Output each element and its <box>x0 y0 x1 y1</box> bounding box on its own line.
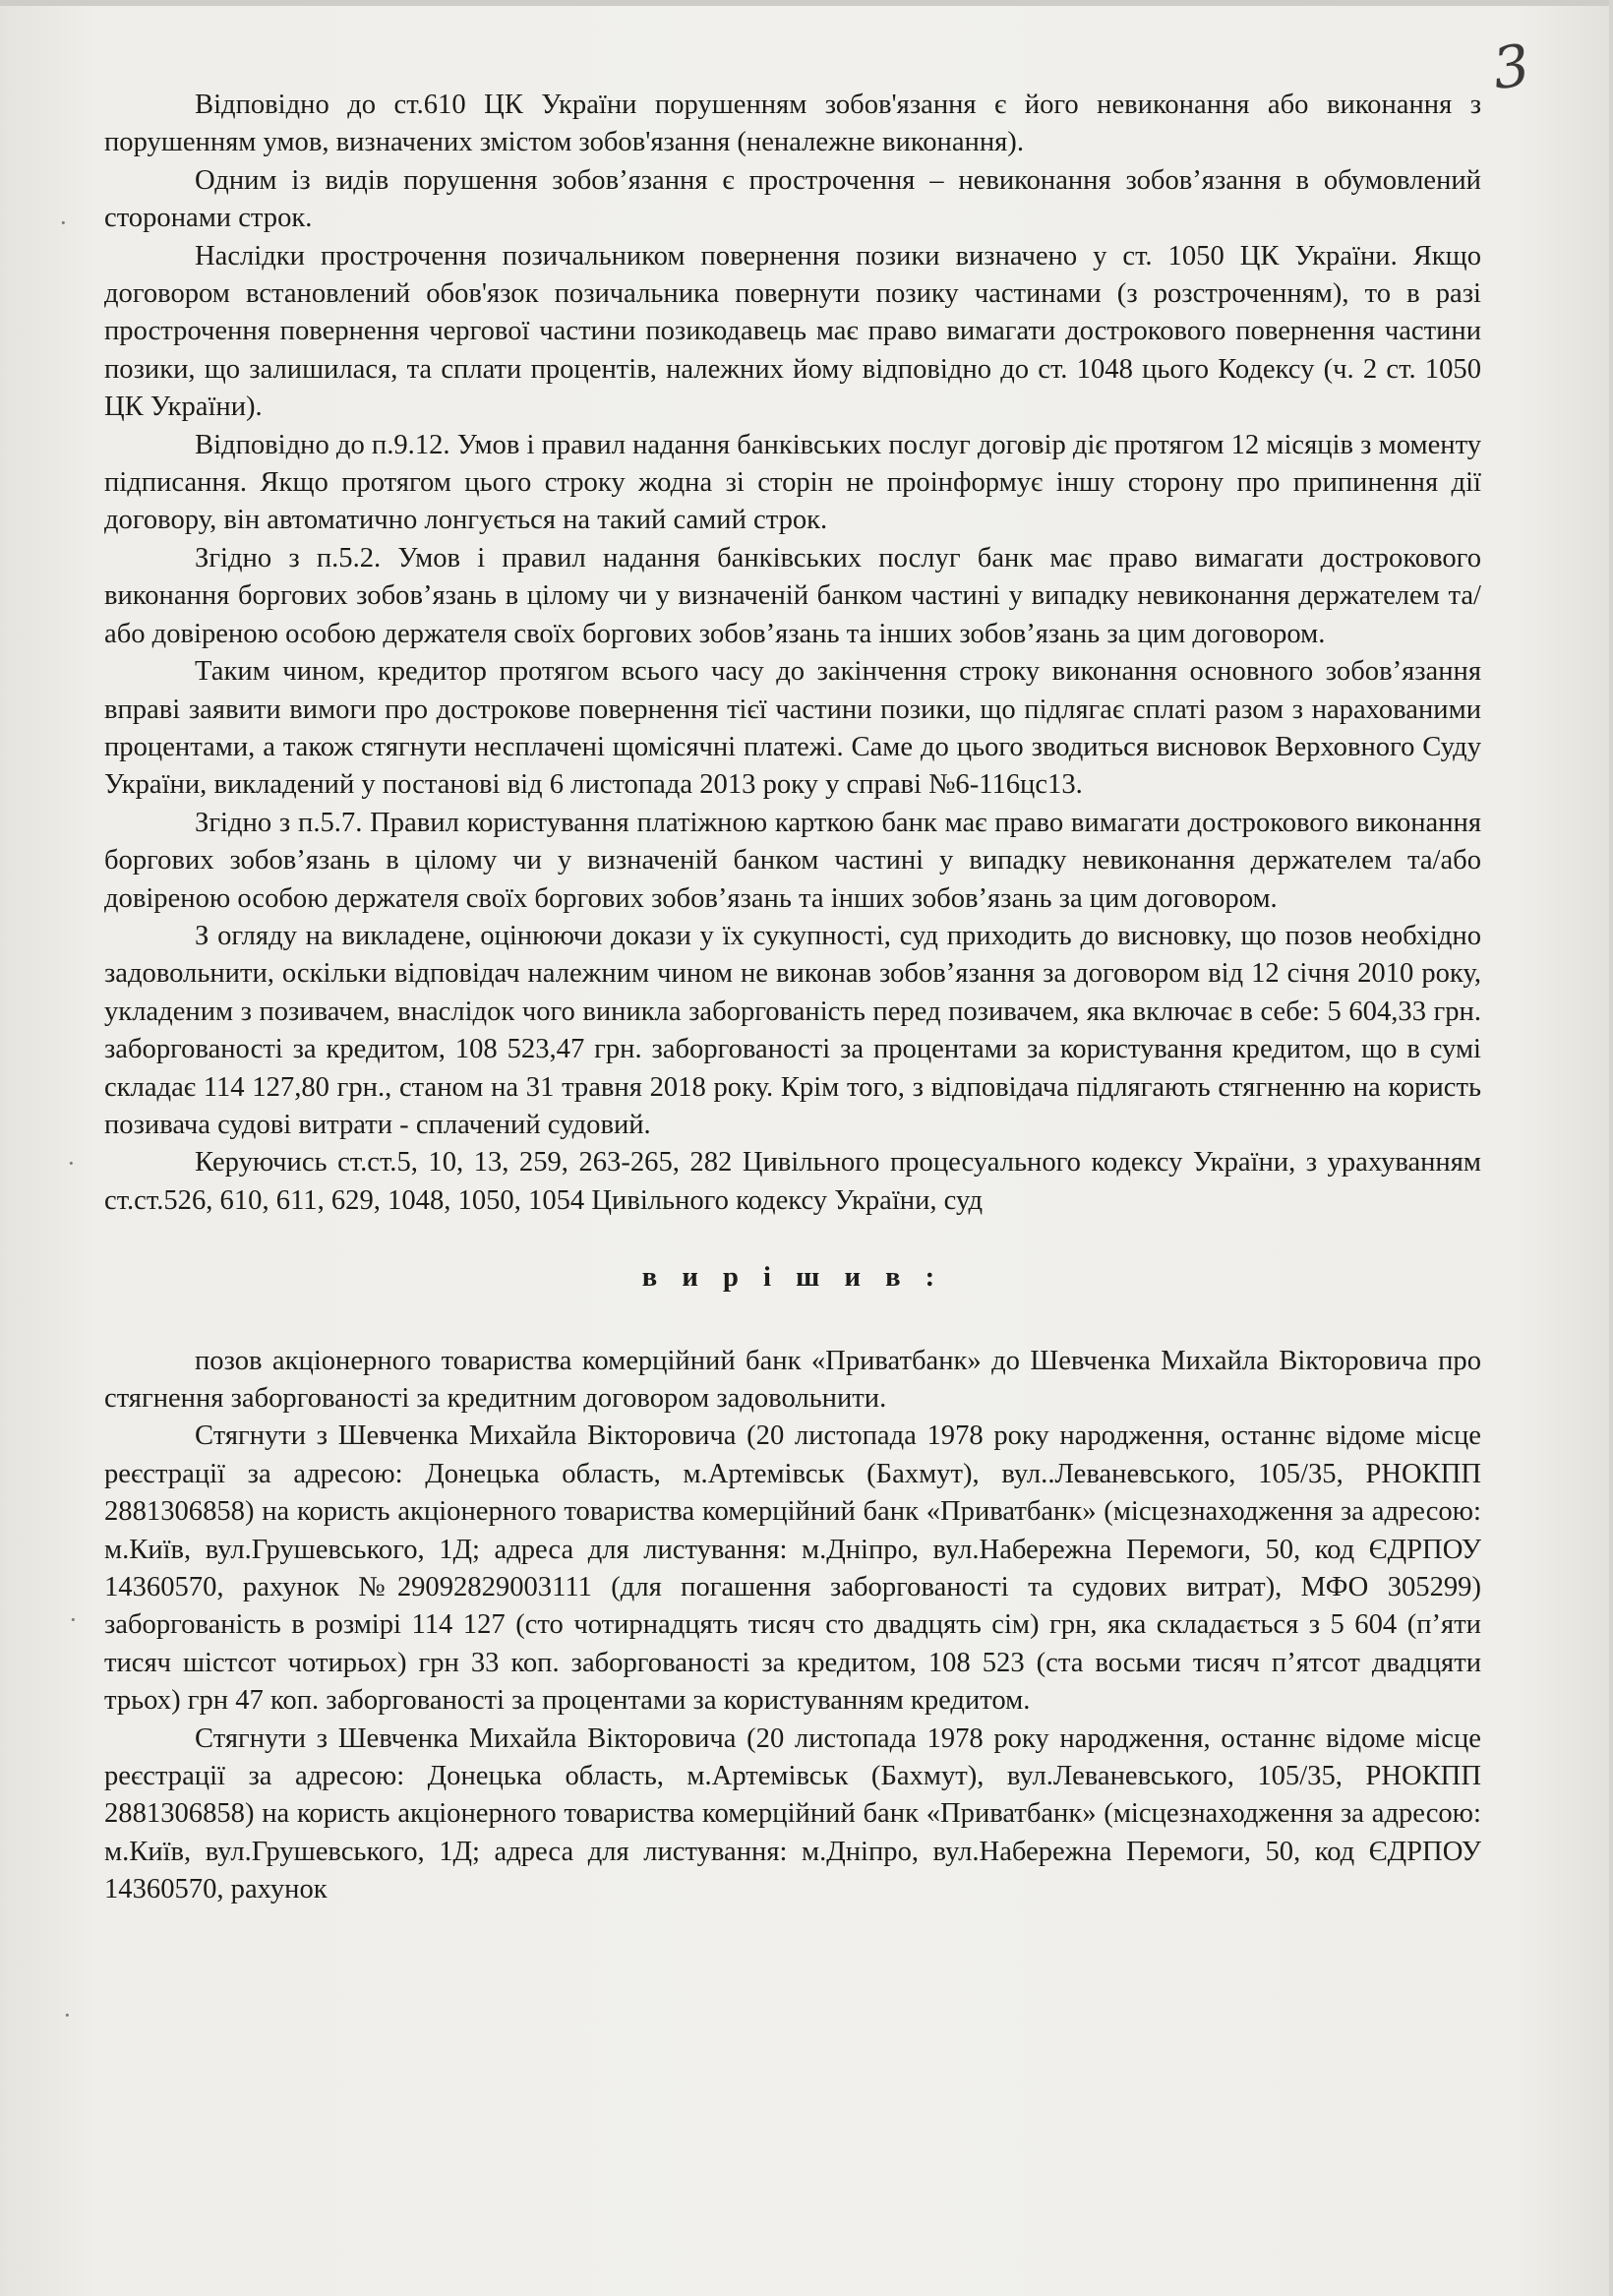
paragraph-art-610: Відповідно до ст.610 ЦК України порушенням зобов'язання є його невиконання або виконання з порушенням умов, визначених змістом зобов'язання (неналежне виконання). <box>104 90 1481 158</box>
paragraph-clause-5-2: Згідно з п.5.2. Умов і правил надання банківських послуг банк має право вимагати дострокового виконання боргових зобов’язань в цілому чи у визначеній банком частині у випадку невиконання держателем та/або довіреною особою держателя своїх боргових зобов’язань та інших зобов’язань за цим договором. <box>104 542 1481 649</box>
paragraph-clause-9-12: Відповідно до п.9.12. Умов і правил надання банківських послуг договір діє протягом 12 місяців з моменту підписання. Якщо протягом цього строку жодна зі сторін не проінформує іншу сторону про припинення дії договору, він автоматично лонгується на такий самий строк. <box>104 429 1481 536</box>
scan-speck: · <box>69 1605 78 1634</box>
scan-speck: · <box>67 1149 76 1178</box>
scan-speck: · <box>63 2001 72 2029</box>
page-top-edge <box>0 0 1613 6</box>
scan-speck: · <box>59 209 68 237</box>
page-right-edge <box>1609 0 1613 2296</box>
handwritten-page-number: 3 <box>1488 30 1534 103</box>
paragraph-conclusion: З огляду на викладене, оцінюючи докази у їх сукупності, суд приходить до висновку, що позов необхідно задовольнити, оскільки відповідач належним чином не виконав зобов’язання за договором від 12 січня 2010 року, укладеним з позивачем, внаслідок чого виникла заборгованість перед позивачем, яка включає в себе: 5 604,33 грн. заборгованості за кредитом, 108 523,47 грн. заборгованості за процентами за користування кредитом, що в сумі складає 114 127,80 грн., станом на 31 травня 2018 року. Крім того, з відповідача підлягають стягненню на користь позивача судові витрати - сплачений судовий. <box>104 920 1481 1140</box>
decision-heading: в и р і ш и в : <box>641 1262 944 1294</box>
document-body <box>104 87 1481 1909</box>
paragraph-delay-definition: Одним із видів порушення зобов’язання є прострочення – невиконання зобов’язання в обумовлений сторонами строк. <box>104 164 1481 234</box>
decision-paragraph-debt: Стягнути з Шевченка Михайла Вікторовича (20 листопада 1978 року народження, останнє відоме місце реєстрації за адресою: Донецька область, м.Артемівськ (Бахмут), вул..Леваневського, 105/35, РНОКПП 2881306858) на користь акціонерного товариства комерційний банк «Приватбанк» (місцезнаходження за адресою: м.Київ, вул.Грушевського, 1Д; адреса для листування: м.Дніпро, вул.Набережна Перемоги, 50, код ЄДРПОУ 14360570, рахунок №29092829003111 (для погашення заборгованості та судових витрат), МФО 305299) заборгованість в розмірі 114 127 (сто чотирнадцять тисяч сто двадцять сім) грн, яка складається з 5 604 (п’яти тисяч шістсот чотирьох) грн 33 коп. заборгованості за кредитом, 108 523 (ста восьми тисяч п’ятсот двадцяти трьох) грн 47 коп. заборгованості за процентами за користуванням кредитом. <box>104 1420 1481 1717</box>
decision-paragraph-costs: Стягнути з Шевченка Михайла Вікторовича (20 листопада 1978 року народження, останнє відоме місце реєстрації за адресою: Донецька область, м.Артемівськ (Бахмут), вул.Леваневського, 105/35, РНОКПП 2881306858) на користь акціонерного товариства комерційний банк «Приватбанк» (місцезнаходження за адресою: м.Київ, вул.Грушевського, 1Д; адреса для листування: м.Дніпро, вул.Набережна Перемоги, 50, код ЄДРПОУ 14360570, рахунок <box>104 1722 1481 1905</box>
decision-paragraph-claim: позов акціонерного товариства комерційний банк «Приватбанк» до Шевченка Михайла Вікторовича про стягнення заборгованості за кредитним договором задовольнити. <box>104 1345 1481 1414</box>
paragraph-clause-5-7: Згідно з п.5.7. Правил користування платіжною карткою банк має право вимагати дострокового виконання боргових зобов’язань в цілому чи у визначеній банком частині у випадку невиконання держателем та/або довіреною особою держателя своїх боргових зобов’язань та інших зобов’язань за цим договором. <box>104 807 1481 914</box>
paragraph-legal-basis: Керуючись ст.ст.5, 10, 13, 259, 263-265, 282 Цивільного процесуального кодексу України, з урахуванням ст.ст.526, 610, 611, 629, 1048, 1050, 1054 Цивільного кодексу України, суд <box>104 1147 1481 1216</box>
paragraph-art-1050: Наслідки прострочення позичальником повернення позики визначено у ст. 1050 ЦК України. Якщо договором встановлений обов'язок позичальника повернути позику частинами (з розстроченням), то в разі прострочення повернення чергової частини позикодавець має право вимагати дострокового повернення частини позики, що залишилася, та сплати процентів, належних йому відповідно до ст. 1048 цього Кодексу (ч. 2 ст. 1050 ЦК України). <box>104 240 1481 423</box>
paragraph-supreme-court: Таким чином, кредитор протягом всього часу до закінчення строку виконання основного зобов’язання вправі заявити вимоги про дострокове повернення тієї частини позики, що підлягає сплаті разом з нарахованими процентами, а також стягнути несплачені щомісячні платежі. Саме до цього зводиться висновок Верховного Суду України, викладений у постанові від 6 листопада 2013 року у справі №6-116цс13. <box>104 656 1481 801</box>
